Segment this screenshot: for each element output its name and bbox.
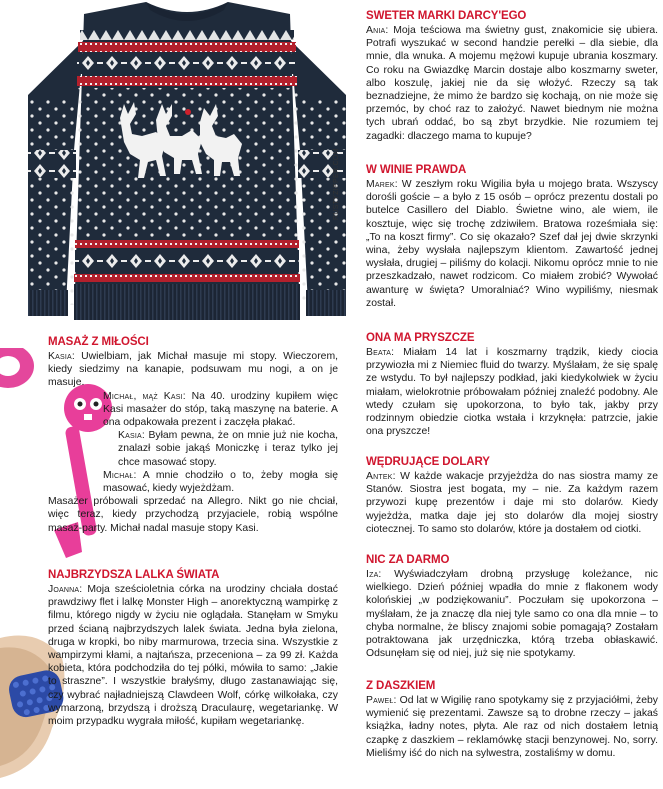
speaker: Joanna: [48, 584, 83, 595]
speaker: Kasia: [48, 351, 75, 362]
article-text: Uwielbiam, jak Michał masuje mi stopy. Wieczorem, kiedy siedzimy na kanapie, podsuwam mu nogi, a on je masuje. [48, 351, 338, 389]
article-text: A mnie chodziło o to, żeby mogła się masować, kiedy wyjeżdżam. [103, 469, 338, 495]
article-text: Wyświadczyłam drobną przysługę koleżance, nic wielkiego. Dzień później wpadła do mnie z flakonem wody kolońskiej „w podziękowaniu”. Poczułam się upokorzona – myślałam, że ja znaczę dla niej tyle samo co ona dla mnie – to chyba normalne, że bliscy znajomi sobie pomagają? Zostałam potraktowana jak urzędniczka, którą trzeba obłaskawić. Odsunęłam się od niej, już się nie spotykamy. [366, 569, 658, 660]
speaker: Iza: [366, 569, 382, 580]
article-pryszcze [366, 331, 658, 438]
article-text: Na 40. urodziny kupiłem więc Kasi masażer do stóp, taką maszynę na baterie. A ona odpakowała prezent i zaczęła płakać. [103, 390, 339, 429]
speaker: Antek: [366, 471, 396, 482]
article-daszkiem [366, 679, 658, 760]
article-text: Moja sześcioletnia córka na urodziny chciała dostać prawdziwy flet i lalkę Monster High – anorektyczną wampirkę z filmu, którego nigdy w życiu nie oglądała. Stanęłam w Smyku przed ścianą najbrzydszych lalek świata. Jedna była zielona, druga w kropki, bo niby marmurowa, trzecia sina. Wszystkie z wampirzymi kłami, a najtańsza, przeceniona – za 99 zł. Każda kobieta, która podchodziła do tej półki, mówiła to samo: „Jakie to straszne”. I wszystkie brałyśmy, długo zastanawiając się, czy wybrać najładniejszą Clawdeen Wolf, córkę wilkołaka, czy wymarzoną, brzydszą i droższą Draculaurę, wegetariankę. W moim przypadku wygrała miłość, kupiłam wegetariankę. [48, 584, 339, 728]
speaker: Michał, mąż Kasi: [103, 390, 186, 402]
heading-daszkiem: Z DASZKIEM [366, 680, 436, 692]
article-text: Miałam 14 lat i koszmarny trądzik, kiedy ciocia przywiozła mi z Niemiec fluid do twarzy. Myślałam, że się spalę ze wstydu. To był najlepszy podkład, jaki kiedykolwiek w życiu miałam, wielokrotnie próbowałam później znaleźć podobny. Ale wtedy czułam się upokorzona, to było tak, jakby przy rodzinnym obiedzie ciotka wstała i krzyknęła: patrzcie, jakie ona pryszcze! [366, 347, 658, 438]
article-text: Od lat w Wigilię rano spotykamy się z przyjaciółmi, żeby wymienić się prezentami. Zawsze są to drobne rzeczy – jakaś książka, ładny notes, płyta. Ale raz od nich dostałem letnią czapkę z daszkiem – reklamówkę stacji benzynowej. No, sorry. Mieliśmy iść do nich na sylwestra, zostaliśmy w domu. [366, 695, 658, 759]
heading-lalka: NAJBRZYDSZA LALKA ŚWIATA [48, 569, 220, 581]
speaker: Michał: [103, 469, 137, 481]
heading-wino: W WINIE PRAWDA [366, 164, 467, 176]
speaker: Paweł: [366, 695, 397, 706]
speaker: Kasia: [118, 430, 145, 442]
article-masaz [48, 335, 338, 535]
christmas-sweater-image [28, 0, 346, 332]
article-wino [366, 163, 658, 310]
article-text: Byłam pewna, że on mnie już nie kocha, znalazł sobie jakąś Moniczkę i teraz tylko jej chce masować stopy. [118, 430, 338, 468]
heading-dolary: WĘDRUJĄCE DOLARY [366, 456, 490, 468]
speaker: Marek: [366, 179, 398, 190]
article-text: W każde wakacje przyjeżdża do nas siostra mamy ze Stanów. Siostra jest bogata, my – nie. Za każdym razem przywozi kupę prezentów i daje mi sto dolarów. Kiedy wyjeżdża, matka daje jej sto dolarów dla mojej siostry ciotecznej. To samo sto dolarów, które ja dostałem od ciotki. [366, 471, 659, 535]
speaker: Ania: [366, 25, 389, 36]
speaker: Beata: [366, 347, 395, 358]
article-text: Masażer próbowali sprzedać na Allegro. Nikt go nie chciał, więc teraz, kiedy przychodzą przyjaciele, robią wspólne masaż-party. Michał nadal masuje stopy Kasi. [48, 496, 338, 534]
article-lalka [48, 568, 338, 728]
article-text: Moja teściowa ma świetny gust, znakomicie się ubiera. Potrafi wyszukać w second handzie perełki – dla siebie, dla mnie, dla wnuka. A mojemu mężowi kupuje ubrania koszmary. Co roku na Gwiazdkę Marcin dostaje albo koszmarny sweter, albo koszulę, jakiej nie da się włożyć. Rzeczy są tak beznadziejne, że mimo że bardzo się kochają, on nie może się przemóc, by choć raz to założyć. Nawet biednym nie można tych ubrań oddać, bo są zbyt brzydkie. Nie rozumiem tej zagadki: dlaczego mama to kupuje? [366, 25, 659, 142]
heading-darmo: NIC ZA DARMO [366, 554, 450, 566]
article-text: W zeszłym roku Wigilia była u mojego brata. Wszyscy dorośli goście – a było z 15 osób – oprócz prezentu dostali po butelce Casillero del Diablo. Świetne wino, ale wiem, ile kosztuje, więc się trochę zdziwiłem. Bratowa roześmiała się: „To na koszt firmy”. Co się okazało? Szef dał jej dwie skrzynki wina, żeby wysłała najlepszym klientom. Zawartość jednej wysłała, drugiej – piliśmy do kolacji. Nikomu oprócz mnie to nie przeszkadzało, nawet rodzicom. Co miałem zrobić? Wywołać awanturę w święta? Umoralniać? Wino wypiliśmy, niesmak został. [366, 179, 658, 309]
photo-credit: RUSTYZIPPER.COM [333, 148, 340, 220]
article-dolary [366, 455, 658, 536]
heading-sweter: SWETER MARKI DARCY'EGO [366, 10, 527, 22]
heading-masaz: MASAŻ Z MIŁOŚCI [48, 336, 149, 348]
article-sweter [366, 9, 658, 143]
heading-pryszcze: ONA MA PRYSZCZE [366, 332, 475, 344]
article-darmo [366, 553, 658, 660]
